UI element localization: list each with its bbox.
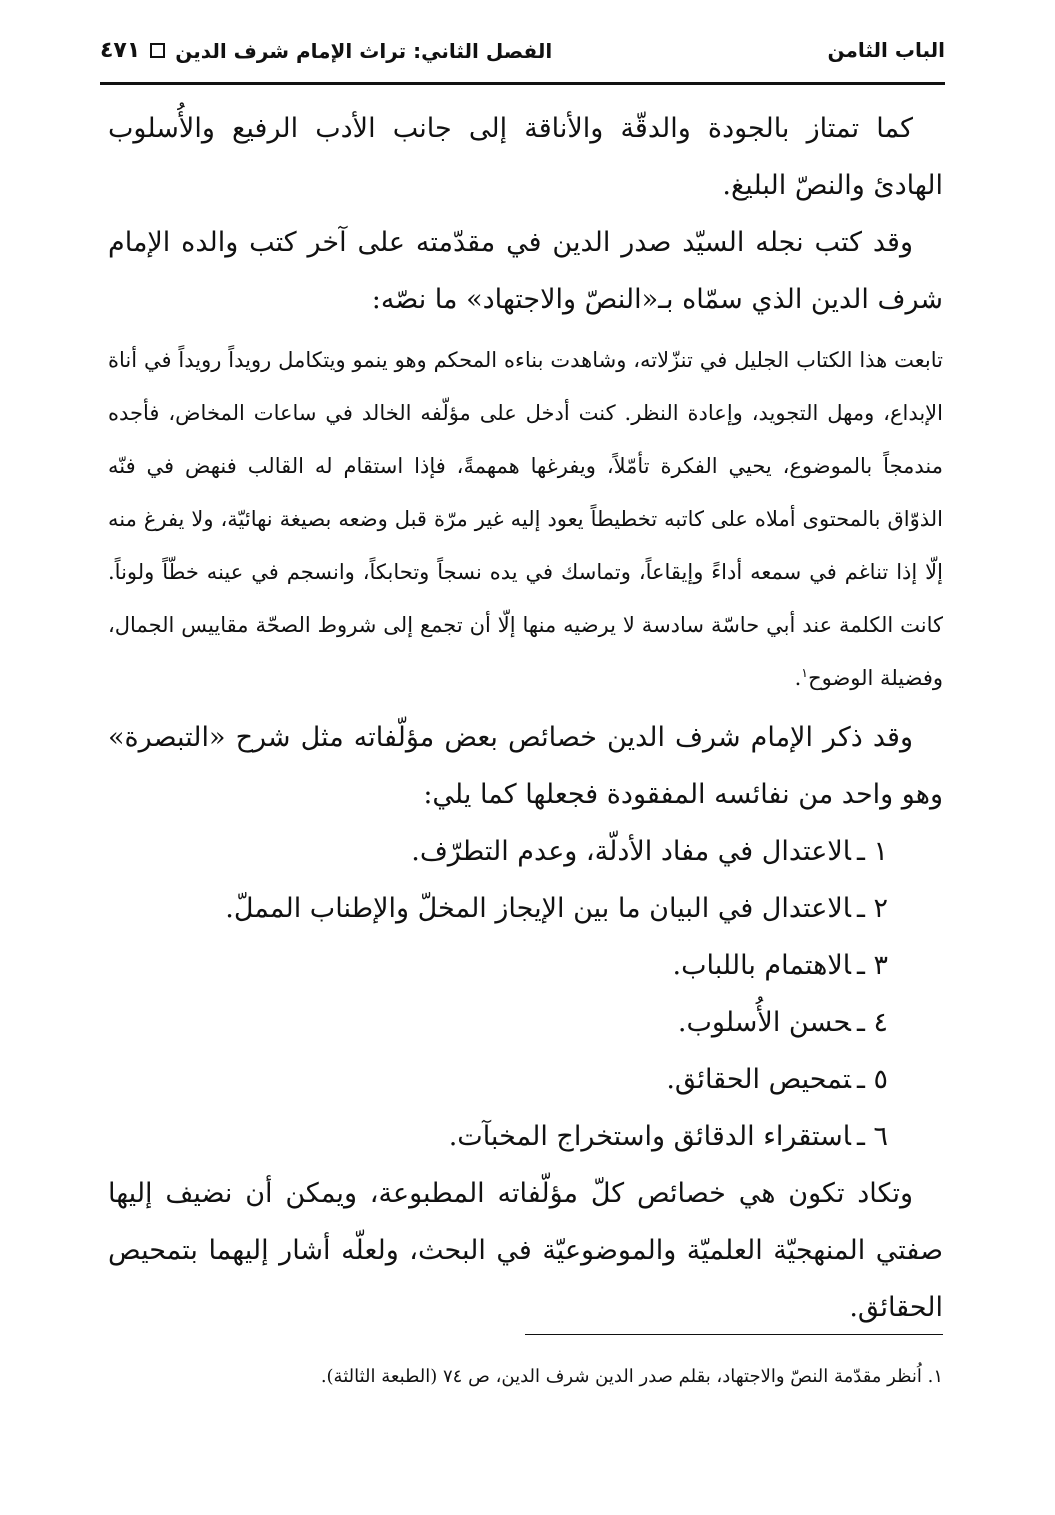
square-separator-icon bbox=[150, 43, 165, 58]
list-item-text: الاعتدال في مفاد الأدلّة، وعدم التطرّف. bbox=[411, 836, 851, 867]
footnote-marker: ١ bbox=[801, 665, 809, 680]
list-item-number: ٢ ـ bbox=[856, 893, 888, 924]
list-item-number: ٦ ـ bbox=[856, 1121, 888, 1152]
quote-text: تابعت هذا الكتاب الجليل في تنزّلاته، وشاهدت بناءه المحكم وهو ينمو ويتكامل رويداً رويداً في أناة الإبداع، ومهل التجويد، وإعادة النظر. كنت أدخل على مؤلّفه الخالد في ساعات المخاض، فأجده مندمجاً بالموضوع، يحيي الفكرة تأمّلاً، ويفرغها همهمةً، فإذا استقام له القالب فنهض في فنّه الذوّاق بالمحتوى أملاه على كاتبه تخطيطاً يعود إليه غير مرّة قبل وضعه بصيغة نهائيّة، ولا يفرغ منه إلّا إذا تناغم في سمعه أداءً وإيقاعاً، وتماسك في يده نسجاً وتحابكاً، وانسجم في عينه خطّاً ولوناً. كانت الكلمة عند أبي حاسّة سادسة لا يرضيه منها إلّا أن تجمع إلى شروط الصحّة مقاييس الجمال، وفضيلة الوضوح bbox=[108, 348, 943, 690]
chapter-title: الفصل الثاني: تراث الإمام شرف الدين bbox=[175, 38, 553, 63]
page-number: ٤٧١ bbox=[100, 38, 141, 63]
list-item bbox=[108, 937, 943, 994]
list-item-text: حسن الأُسلوب. bbox=[677, 1007, 851, 1038]
list-item-text: الاهتمام باللباب. bbox=[672, 950, 851, 981]
list-item-number: ٤ ـ bbox=[856, 1007, 888, 1038]
quote-end: . bbox=[794, 666, 802, 690]
list-item bbox=[108, 1051, 943, 1108]
list-item-text: تمحيص الحقائق. bbox=[666, 1064, 851, 1095]
footnote: ١. اُنظر مقدّمة النصّ والاجتهاد، بقلم صدر الدين شرف الدين، ص ٧٤ (الطبعة الثالثة). bbox=[320, 1366, 943, 1387]
paragraph-2: وقد كتب نجله السيّد صدر الدين في مقدّمته على آخر كتب والده الإمام شرف الدين الذي سمّاه بـ«النصّ والاجتهاد» ما نصّه: bbox=[108, 227, 943, 315]
part-title: الباب الثامن bbox=[827, 38, 945, 62]
list-item bbox=[108, 1108, 943, 1165]
list-item bbox=[108, 994, 943, 1051]
list-item-text: استقراء الدقائق واستخراج المخبآت. bbox=[448, 1121, 851, 1152]
features-list bbox=[108, 823, 943, 1165]
main-text bbox=[108, 100, 943, 1336]
block-quote bbox=[108, 334, 943, 705]
list-item-text: الاعتدال في البيان ما بين الإيجاز المخلّ والإطناب المملّ. bbox=[225, 893, 851, 924]
footnote-divider bbox=[525, 1334, 943, 1335]
list-item bbox=[108, 880, 943, 937]
paragraph-1: كما تمتاز بالجودة والدقّة والأناقة إلى جانب الأدب الرفيع والأُسلوب الهادئ والنصّ البليغ. bbox=[108, 113, 943, 201]
list-item bbox=[108, 823, 943, 880]
list-item-number: ٣ ـ bbox=[856, 950, 888, 981]
header-chapter-group bbox=[100, 38, 552, 63]
paragraph-3: وقد ذكر الإمام شرف الدين خصائص بعض مؤلّفاته مثل شرح «التبصرة» وهو واحد من نفائسه المفقودة فجعلها كما يلي: bbox=[108, 722, 943, 810]
running-header bbox=[100, 38, 945, 78]
paragraph-4: وتكاد تكون هي خصائص كلّ مؤلّفاته المطبوعة، ويمكن أن نضيف إليها صفتي المنهجيّة العلميّة والموضوعيّة في البحث، ولعلّه أشار إليهما بتمحيص الحقائق. bbox=[108, 1178, 943, 1323]
list-item-number: ٥ ـ bbox=[856, 1064, 888, 1095]
list-item-number: ١ ـ bbox=[856, 836, 888, 867]
header-divider bbox=[100, 82, 945, 85]
